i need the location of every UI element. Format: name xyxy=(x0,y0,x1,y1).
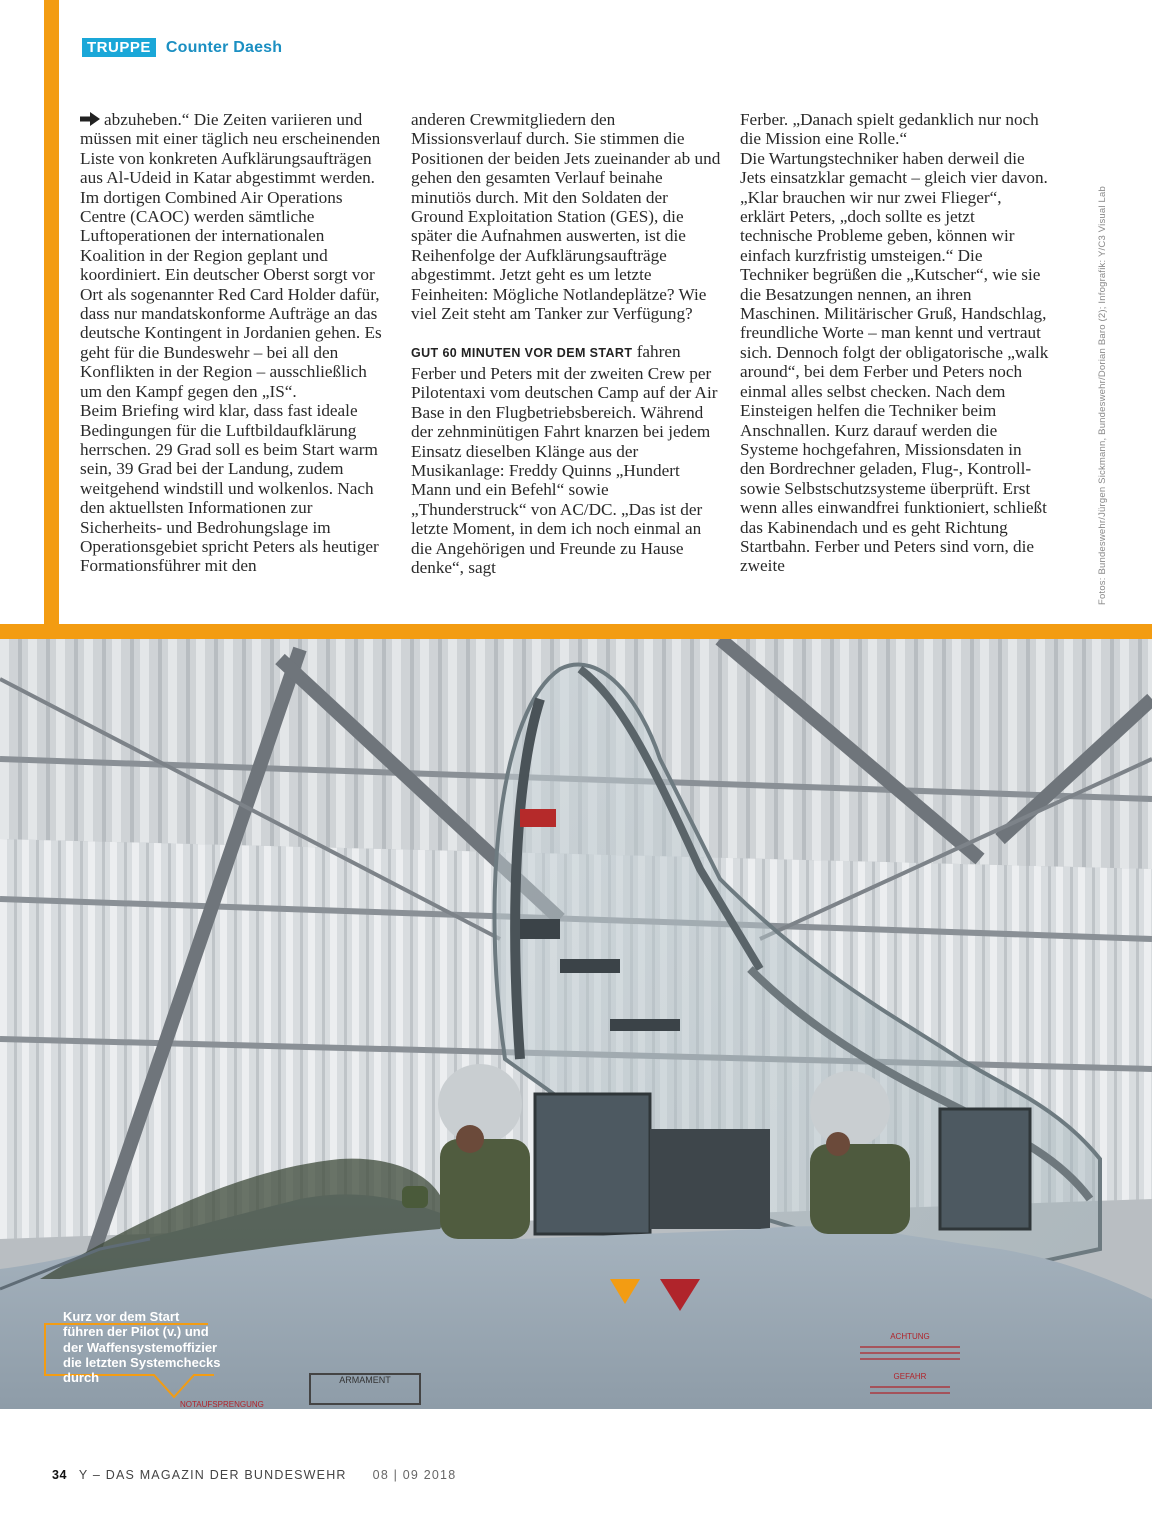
accent-bar-horizontal xyxy=(0,624,1152,639)
svg-text:GEFAHR: GEFAHR xyxy=(893,1372,927,1381)
magazine-name: Y – DAS MAGAZIN DER BUNDESWEHR xyxy=(78,1468,347,1482)
svg-text:ACHTUNG: ACHTUNG xyxy=(890,1332,930,1341)
page-number: 34 xyxy=(52,1468,67,1482)
article-kicker: Counter Daesh xyxy=(165,38,283,56)
text-column-3 xyxy=(740,110,1050,576)
paragraph-lead: GUT 60 MINUTEN VOR DEM START xyxy=(411,346,633,361)
svg-text:NOTAUFSPRENGUNG: NOTAUFSPRENGUNG xyxy=(180,1400,264,1409)
paragraph: anderen Crewmitgliedern den Missionsverlauf durch. Sie stimmen die Positionen der beiden Jets zueinander ab und gehen den gesamten Verlauf beinahe minutiös durch. Mit den Soldaten der Ground Exploitation Station (GES), die später die Aufnahmen auswerten, ist die Reihenfolge der Aufklärungsaufträge abgestimmt. Jetzt geht es um letzte Feinheiten: Mögliche Notlandeplätze? Wie viel Zeit steht am Tanker zur Verfügung? xyxy=(411,110,721,324)
cockpit-photo xyxy=(0,639,1152,1409)
pilot-figure xyxy=(438,1064,530,1239)
paragraph: fahren Ferber und Peters mit der zweiten Crew per Pilotentaxi vom deutschen Camp auf der Air Base in den Flugbetriebsbereich. Während der zehnminütigen Fahrt knarzen bei jedem Einsatz dieselben Klänge aus der Musikanlage: Freddy Quinns „Hundert Mann und ein Befehl“ sowie „Thunderstruck“ von AC/DC. „Das ist der letzte Moment, in dem ich noch einmal an die Angehörigen und Freunde zu Hause denke“, sagt xyxy=(411,342,718,577)
page-footer xyxy=(52,1468,456,1482)
hand-on-frame xyxy=(402,1186,428,1208)
continue-arrow-icon xyxy=(80,112,100,126)
accent-bar-vertical xyxy=(44,0,59,632)
paragraph: Beim Briefing wird klar, dass fast ideale Bedingungen für die Luftbildaufklärung herrschen. 29 Grad soll es beim Start warm sein, 39 Grad bei der Landung, zudem weitgehend windstill und wolkenlos. Nach den aktuellsten Informationen zur Sicherheits- und Bedrohungslage im Operationsgebiet spricht Peters als heutiger Formationsführer mit den xyxy=(80,401,379,576)
photo-credit: Fotos: Bundeswehr/Jürgen Sickmann, Bundeswehr/Dorian Baro (2); Infografik: Y/C3 Visual Lab xyxy=(1097,186,1108,605)
photo-caption: Kurz vor dem Start führen der Pilot (v.) und der Waffensystemoffizier die letzten Systemchecks durch xyxy=(63,1309,221,1386)
issue-date: 08 | 09 2018 xyxy=(372,1468,457,1482)
text-column-1 xyxy=(80,110,390,576)
svg-text:ARMAMENT: ARMAMENT xyxy=(339,1375,391,1385)
paragraph: Die Wartungstechniker haben derweil die Jets einsatzklar gemacht – gleich vier davon. „Klar brauchen wir nur zwei Flieger“, erklärt Peters, „doch sollte es jetzt technische Probleme geben, können wir einfach kurzfristig umsteigen.“ Die Techniker begrüßen die „Kutscher“, wie sie die Besatzungen nennen, an ihren Maschinen. Militärischer Gruß, Handschlag, freundliche Worte – man kennt und vertraut sich. Dennoch folgt der obligatorische „walk around“, bei dem Ferber und Peters noch einmal alles selbst checken. Nach dem Einsteigen helfen die Techniker beim Anschnallen. Kurz darauf werden die Systeme hochgefahren, Missionsdaten in den Bordrechner geladen, Flug-, Kontroll- sowie Selbstschutzsysteme überprüft. Erst wenn alles einwandfrei funktioniert, schließt das Kabinendach und es geht Richtung Startbahn. Ferber und Peters sind vorn, die zweite xyxy=(740,148,1049,576)
paragraph: Ferber. „Danach spielt gedanklich nur noch die Mission eine Rolle.“ xyxy=(740,110,1039,149)
paragraph: abzuheben.“ Die Zeiten variieren und müssen mit einer täglich neu erscheinenden Liste von konkreten Aufklärungsaufträgen aus Al-Udeid in Katar abgestimmt werden. Im dortigen Combined Air Operations Centre (CAOC) werden sämtliche Luftoperationen der internationalen Koalition in der Region geplant und koordiniert. Ein deutscher Oberst sorgt vor Ort als sogenannter Red Card Holder dafür, dass nur mandatskonforme Aufträge an das deutsche Kontingent in Jordanien gehen. Es geht für die Bundeswehr – bei all den Konflikten in der Region – ausschließlich um den Kampf gegen den „IS“. xyxy=(80,110,382,401)
text-column-2 xyxy=(411,110,721,577)
section-header xyxy=(82,38,282,57)
section-tag: TRUPPE xyxy=(82,38,156,57)
